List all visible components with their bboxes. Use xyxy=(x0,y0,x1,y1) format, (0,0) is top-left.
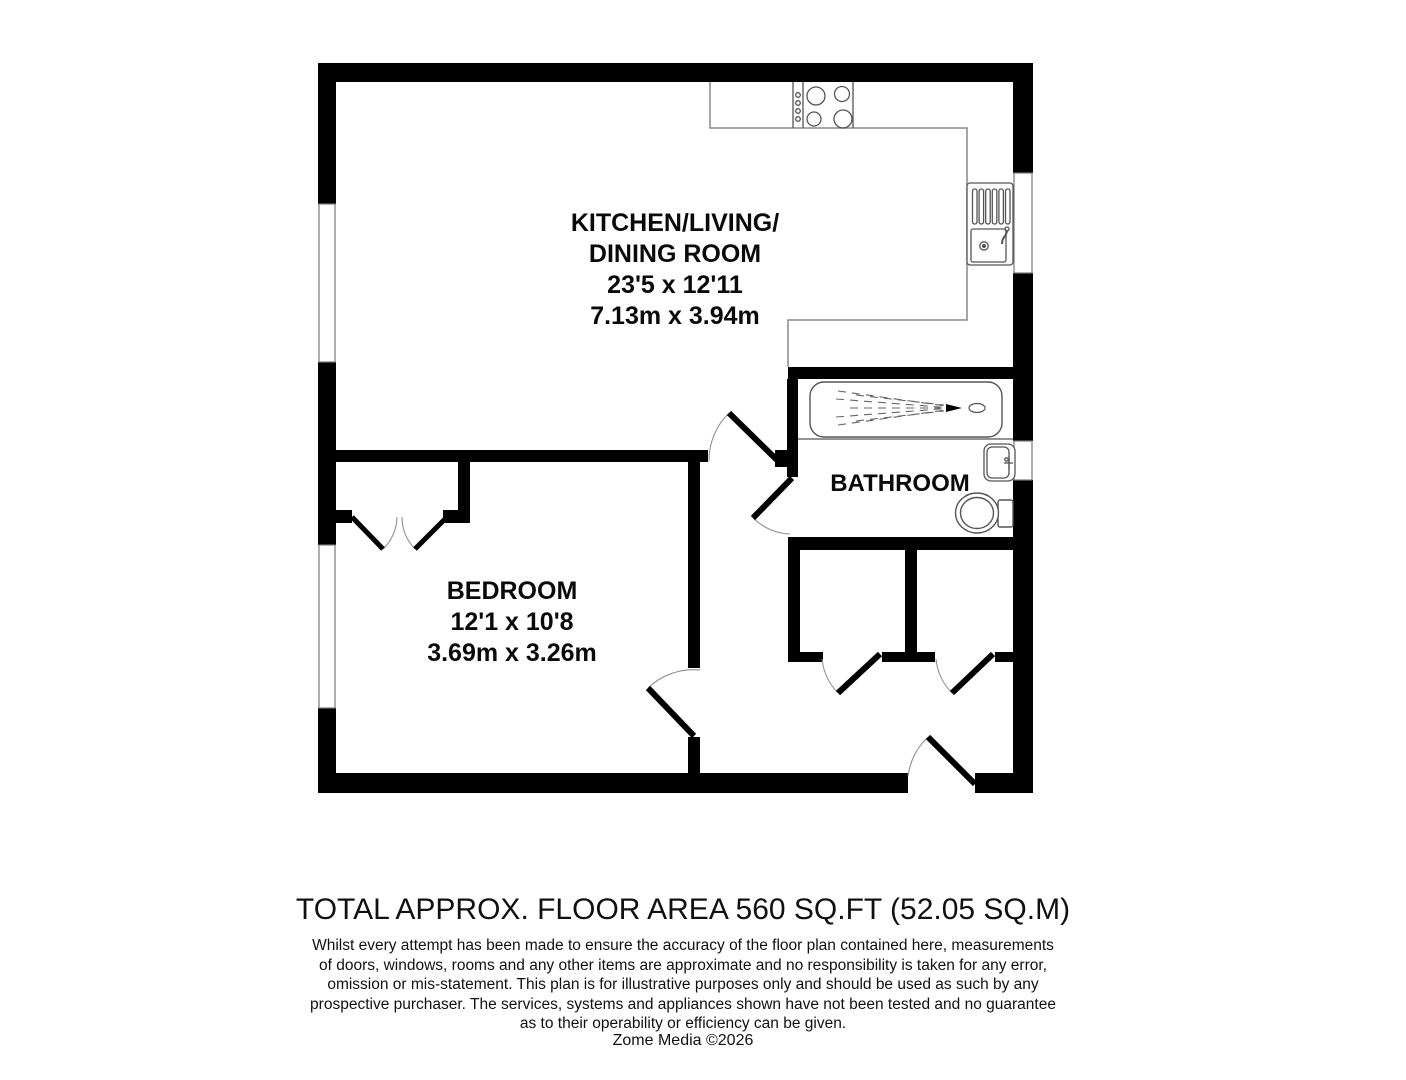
wall-right-seg1 xyxy=(1013,82,1033,173)
kitchen-label-line2: DINING ROOM xyxy=(588,240,762,268)
bath-drain xyxy=(969,404,985,413)
hob-burner xyxy=(835,87,850,102)
disclaimer-line: Whilst every attempt has been made to ensure the accuracy of the floor plan contained here, measurements xyxy=(312,937,1054,954)
door-arc-bedroom xyxy=(648,670,700,688)
wall-closet-stub2 xyxy=(882,652,935,662)
hob-knob xyxy=(796,101,801,106)
kitchen-label-line1: KITCHEN/LIVING/ xyxy=(570,209,780,237)
wall-bottom-seg1 xyxy=(318,773,908,793)
wall-left-seg2 xyxy=(318,362,336,545)
window-right-bathroom xyxy=(1014,441,1032,480)
door-arc-bathroom xyxy=(753,518,790,534)
window-left-kitchen xyxy=(319,204,335,362)
hob-knob xyxy=(796,93,801,98)
wall-bathroom-bottom xyxy=(788,537,1015,550)
door-leaf-bathroom xyxy=(753,478,792,518)
door-leaf-wardrobe-right xyxy=(415,517,447,549)
toilet-icon xyxy=(956,493,1014,533)
bedroom-dim-imperial: 12'1 x 10'8 xyxy=(450,608,574,636)
wall-closet-mid xyxy=(905,550,917,652)
wall-living-bedroom xyxy=(336,450,708,462)
disclaimer-line: of doors, windows, rooms and any other items are approximate and no responsibility is taken for any error, xyxy=(318,956,1047,974)
disclaimer-line: omission or mis-statement. This plan is for illustrative purposes only and should be used as such by any xyxy=(327,976,1039,993)
toilet-bowl-inner xyxy=(961,498,994,529)
bedroom-label-line1: BEDROOM xyxy=(446,577,578,605)
door-arc-wardrobe-right xyxy=(402,517,415,549)
toilet-cistern xyxy=(998,500,1013,527)
wall-bottom-seg2 xyxy=(975,773,1033,793)
wall-right-seg2 xyxy=(1013,273,1033,441)
wardrobe-doors xyxy=(352,517,447,549)
disclaimer xyxy=(283,936,1083,1034)
door-leaf-living xyxy=(729,413,777,460)
wall-wardrobe-stub-left xyxy=(336,510,352,523)
door-arc-closet-right xyxy=(936,659,952,693)
disclaimer-line: as to their operability or efficiency can be given. xyxy=(519,1015,847,1032)
door-leaf-closet-right xyxy=(952,654,993,693)
bedroom-dim-metric: 3.69m x 3.26m xyxy=(427,639,597,667)
door-leaf-bedroom xyxy=(648,688,694,736)
disclaimer-line: prospective purchaser. The services, systems and appliances shown have not been tested and no guarantee xyxy=(310,995,1056,1013)
kitchen-dim-imperial: 23'5 x 12'11 xyxy=(607,271,743,299)
hob-knob xyxy=(796,109,801,114)
door-arc-living xyxy=(709,413,729,461)
kitchen-label xyxy=(475,208,875,332)
sink-drain-dot xyxy=(983,245,986,248)
wall-closet-stub3 xyxy=(995,652,1013,662)
door-leaf-wardrobe-left xyxy=(352,517,383,549)
wall-wardrobe-stub-right xyxy=(443,510,470,523)
wall-bedroom-hall-lower xyxy=(688,737,700,773)
wall-closet-stub1 xyxy=(788,652,823,662)
bathroom-label: BATHROOM xyxy=(830,470,970,497)
wall-top xyxy=(318,63,1033,82)
total-area-title: TOTAL APPROX. FLOOR AREA 560 SQ.FT (52.05 SQ.M) xyxy=(295,893,1071,926)
wall-bathroom-top xyxy=(788,367,1015,379)
window-right-kitchen xyxy=(1014,173,1032,273)
hob-knob xyxy=(796,117,801,122)
bath-icon xyxy=(798,382,1013,439)
wall-closet-left xyxy=(788,550,800,662)
hob-burner xyxy=(834,110,852,128)
door-arc-wardrobe-left xyxy=(383,517,397,549)
wall-left-seg1 xyxy=(318,63,336,204)
bedroom-label xyxy=(312,576,712,669)
door-leaf-closet-left xyxy=(838,654,880,693)
kitchen-dim-metric: 7.13m x 3.94m xyxy=(590,302,760,330)
wall-right-seg3 xyxy=(1013,480,1033,773)
copyright: Zome Media ©2026 xyxy=(612,1032,754,1049)
door-leaf-entry xyxy=(928,737,975,784)
door-arc-closet-left xyxy=(822,659,838,693)
door-arc-entry xyxy=(908,737,928,776)
hob-icon xyxy=(793,82,853,128)
hob-burner xyxy=(807,112,821,126)
wall-bathroom-left xyxy=(787,379,798,477)
kitchen-sink-icon xyxy=(967,183,1013,265)
hob-burner xyxy=(807,87,825,105)
